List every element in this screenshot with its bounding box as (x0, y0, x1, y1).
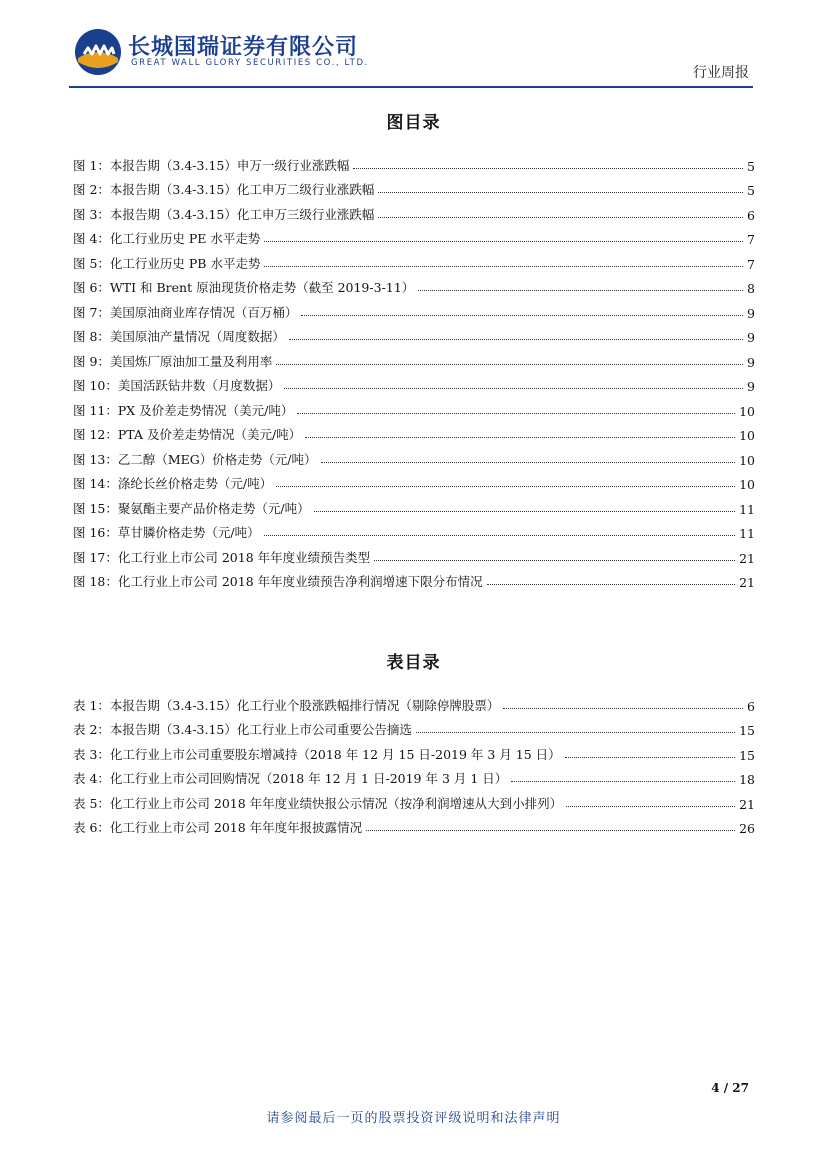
toc-entry-page[interactable]: 26 (739, 821, 755, 836)
toc-entry-label[interactable]: 图 6：WTI 和 Brent 原油现货价格走势（截至 2019-3-11） (73, 280, 415, 295)
toc-dot-leader (289, 339, 743, 340)
toc-entry-label[interactable]: 表 6：化工行业上市公司 2018 年年度年报披露情况 (73, 820, 363, 835)
toc-entry[interactable] (73, 370, 755, 395)
figures-toc-title: 图目录 (386, 113, 441, 133)
toc-entry[interactable] (73, 541, 755, 566)
toc-entry[interactable] (73, 394, 755, 419)
toc-dot-leader (503, 708, 743, 709)
report-type-label: 行业周报 (693, 65, 749, 81)
toc-entry-page[interactable]: 5 (747, 158, 755, 174)
toc-dot-leader (305, 437, 735, 438)
toc-entry-page[interactable]: 9 (747, 354, 755, 370)
toc-dot-leader (284, 388, 743, 389)
toc-entry-label[interactable]: 图 18：化工行业上市公司 2018 年年度业绩预告净利润增速下限分布情况 (73, 574, 483, 589)
toc-entry-label[interactable]: 表 1：本报告期（3.4-3.15）化工行业个股涨跌幅排行情况（剔除停牌股票） (73, 697, 500, 713)
toc-dot-leader (276, 486, 735, 487)
toc-entry-page[interactable]: 15 (739, 747, 755, 763)
toc-dot-leader (374, 560, 735, 561)
toc-entry-label[interactable]: 图 15：聚氨酯主要产品价格走势（元/吨） (73, 500, 310, 516)
toc-entry[interactable] (73, 738, 755, 763)
toc-dot-leader (366, 830, 735, 831)
toc-dot-leader (378, 217, 743, 218)
toc-dot-leader (565, 757, 735, 758)
toc-entry-page[interactable]: 10 (739, 452, 755, 468)
toc-entry[interactable] (73, 689, 755, 714)
toc-dot-leader (264, 266, 743, 267)
toc-entry-page[interactable]: 5 (747, 183, 755, 198)
toc-dot-leader (276, 364, 743, 365)
toc-entry-label[interactable]: 图 2：本报告期（3.4-3.15）化工申万二级行业涨跌幅 (73, 182, 375, 197)
toc-entry[interactable] (73, 321, 755, 346)
toc-dot-leader (301, 315, 743, 316)
toc-entry-page[interactable]: 9 (747, 330, 755, 345)
toc-entry[interactable] (73, 247, 755, 272)
toc-dot-leader (418, 290, 743, 291)
company-name-cn: 长城国瑞证券有限公司 (128, 35, 359, 60)
toc-entry-label[interactable]: 图 1：本报告期（3.4-3.15）申万一级行业涨跌幅 (73, 157, 350, 173)
toc-entry[interactable] (73, 345, 755, 370)
toc-entry-page[interactable]: 10 (739, 428, 755, 443)
toc-entry[interactable] (73, 174, 755, 199)
toc-entry[interactable] (73, 763, 755, 788)
toc-dot-leader (297, 413, 735, 414)
toc-entry-label[interactable]: 图 11：PX 及价差走势情况（美元/吨） (73, 402, 294, 418)
toc-entry-page[interactable]: 7 (747, 232, 755, 247)
toc-entry[interactable] (73, 149, 755, 174)
toc-entry[interactable] (73, 223, 755, 248)
toc-entry-page[interactable]: 15 (739, 723, 755, 738)
page-header (0, 0, 827, 90)
toc-entry-label[interactable]: 图 16：草甘膦价格走势（元/吨） (73, 525, 260, 540)
toc-dot-leader (353, 168, 743, 169)
toc-entry-page[interactable]: 11 (739, 526, 755, 541)
toc-entry[interactable] (73, 492, 755, 517)
page-number: 4 / 27 (711, 1081, 749, 1095)
toc-entry-label[interactable]: 图 9：美国炼厂原油加工量及利用率 (73, 353, 273, 369)
great-wall-logo-icon (74, 28, 122, 76)
toc-entry-page[interactable]: 6 (747, 698, 755, 714)
toc-entry-label[interactable]: 表 3：化工行业上市公司重要股东增减持（2018 年 12 月 15 日-2019 年 3 月 15 日） (73, 746, 561, 762)
toc-entry-label[interactable]: 图 12：PTA 及价差走势情况（美元/吨） (73, 427, 302, 442)
toc-dot-leader (416, 732, 735, 733)
toc-entry-label[interactable]: 图 13：乙二醇（MEG）价格走势（元/吨） (73, 451, 317, 467)
toc-entry-label[interactable]: 图 7：美国原油商业库存情况（百万桶） (73, 304, 298, 320)
toc-entry-page[interactable]: 10 (739, 403, 755, 419)
toc-dot-leader (378, 192, 743, 193)
toc-entry-page[interactable]: 6 (747, 207, 755, 223)
toc-entry-page[interactable]: 21 (739, 575, 755, 590)
toc-entry-label[interactable]: 表 2：本报告期（3.4-3.15）化工行业上市公司重要公告摘选 (73, 722, 412, 737)
toc-entry-label[interactable]: 图 5：化工行业历史 PB 水平走势 (73, 255, 261, 271)
toc-entry-label[interactable]: 图 17：化工行业上市公司 2018 年年度业绩预告类型 (73, 549, 371, 565)
tables-toc-list (73, 689, 755, 836)
toc-entry-page[interactable]: 21 (739, 550, 755, 566)
toc-dot-leader (264, 535, 736, 536)
toc-entry-label[interactable]: 表 5：化工行业上市公司 2018 年年度业绩快报公示情况（按净利润增速从大到小排列） (73, 795, 563, 811)
toc-dot-leader (264, 241, 743, 242)
toc-entry[interactable] (73, 198, 755, 223)
toc-entry-label[interactable]: 图 3：本报告期（3.4-3.15）化工申万三级行业涨跌幅 (73, 206, 375, 222)
tables-toc-title: 表目录 (386, 653, 441, 673)
toc-entry-label[interactable]: 图 14：涤纶长丝价格走势（元/吨） (73, 476, 273, 491)
toc-entry-page[interactable]: 8 (747, 281, 755, 296)
toc-entry[interactable] (73, 517, 755, 542)
toc-entry[interactable] (73, 812, 755, 837)
toc-entry[interactable] (73, 714, 755, 739)
toc-dot-leader (566, 806, 735, 807)
toc-entry[interactable] (73, 787, 755, 812)
toc-entry-label[interactable]: 图 10：美国活跃钻井数（月度数据） (73, 378, 281, 393)
toc-entry-page[interactable]: 11 (739, 501, 755, 517)
footer-disclaimer[interactable]: 请参阅最后一页的股票投资评级说明和法律声明 (266, 1111, 561, 1126)
toc-entry[interactable] (73, 443, 755, 468)
toc-entry[interactable] (73, 419, 755, 444)
toc-entry-page[interactable]: 10 (739, 477, 755, 492)
toc-dot-leader (511, 781, 735, 782)
toc-entry-label[interactable]: 图 4：化工行业历史 PE 水平走势 (73, 231, 261, 246)
toc-entry-page[interactable]: 9 (747, 305, 755, 321)
company-name-en: GREAT WALL GLORY SECURITIES CO., LTD. (131, 58, 369, 68)
toc-entry[interactable] (73, 296, 755, 321)
toc-entry-label[interactable]: 表 4：化工行业上市公司回购情况（2018 年 12 月 1 日-2019 年 3 月 1 日） (73, 771, 508, 786)
header-divider (69, 86, 753, 88)
toc-dot-leader (314, 511, 736, 512)
toc-entry-page[interactable]: 9 (747, 379, 755, 394)
toc-entry-page[interactable]: 21 (739, 796, 755, 812)
toc-entry-page[interactable]: 18 (739, 772, 755, 787)
figures-toc-list (73, 149, 755, 590)
toc-entry[interactable] (73, 566, 755, 591)
toc-dot-leader (487, 584, 735, 585)
toc-entry[interactable] (73, 272, 755, 297)
toc-entry[interactable] (73, 468, 755, 493)
toc-entry-page[interactable]: 7 (747, 256, 755, 272)
toc-entry-label[interactable]: 图 8：美国原油产量情况（周度数据） (73, 329, 285, 344)
toc-dot-leader (321, 462, 736, 463)
